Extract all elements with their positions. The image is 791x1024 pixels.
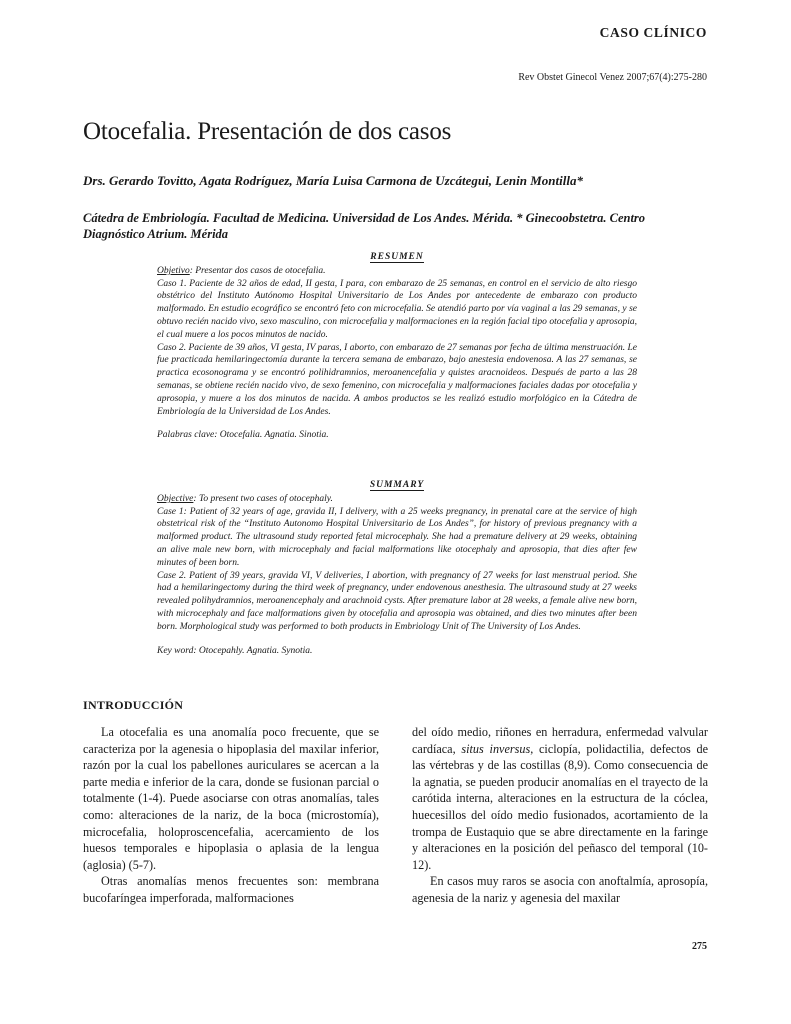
situs-inversus-term: situs inversus — [461, 741, 531, 756]
introduction-heading: INTRODUCCIÓN — [83, 698, 184, 712]
resumen-case-1: Caso 1. Paciente de 32 años de edad, II gesta, I para, con embarazo de 25 semanas, en control en el servicio de alto riesgo obstétrico del Instituto Autónomo Hospital Universitario de Los Andes por antecedente de embarazo con producto malformado. En estudio ecográfico se encontró feto con microcefalia. Se atendió parto por vía vaginal a las 29 semanas, y se obtuvo recién nacido vivo, sexo masculino, con microcefalia y malformaciones en la región facial tipo otocefalia y aprosopia, el cual muere a los pocos minutos de nacido. — [157, 278, 637, 340]
article-authors: Drs. Gerardo Tovitto, Agata Rodríguez, María Luisa Carmona de Uzcátegui, Lenin Montilla* — [83, 173, 583, 188]
resumen-objective-label: Objetivo — [157, 265, 190, 276]
article-title: Otocefalia. Presentación de dos casos — [83, 118, 452, 145]
journal-citation: Rev Obstet Ginecol Venez 2007;67(4):275-280 — [518, 72, 707, 83]
intro-paragraph-3: En casos muy raros se asocia con anoftalmía, aprosopía, agenesia de la nariz y agenesia del maxilar — [412, 874, 708, 905]
summary-case-2: Case 2. Patient of 39 years, gravida VI, V deliveries, I abortion, with pregnancy of 27 weeks for last menstrual period. She had a hemilaringectomy during the third week of pregnancy, under endovenous anesthesia. The ultrasound study at 27 weeks revealed polihydramnios, meroanencephaly and arachnoid cysts. After premature labor at 28 weeks, a female alive new born, with microcephaly and face malformations given by otocefalia and aprosopia was obtained, and dies two minutes after been born. Morphological study was performed to both products in Embriology Unit of The University of Los Andes. — [157, 570, 637, 632]
body-column-right — [412, 724, 708, 907]
intro-paragraph-continued: del oído medio, riñones en herradura, enfermedad valvular cardíaca, situs inversus, ciclopía, polidactilia, defectos de las vértebras y de las costillas (8,9). Como consecuencia de la agnatia, se pueden producir anomalías en el trayecto de la carótida interna, alteraciones en la estructura de la cóclea, huecesillos del oído medio fusionados, acortamiento de la trompa de Eustaquio que se abre directamente en la faringe y alteraciones en la posición del peñasco del temporal (10-12). — [412, 725, 708, 872]
summary-heading: SUMMARY — [369, 480, 425, 490]
article-affiliation: Cátedra de Embriología. Facultad de Medicina. Universidad de Los Andes. Mérida. * Ginecoobstetra. Centro Diagnóstico Atrium. Mérida — [83, 211, 646, 241]
resumen-heading: RESUMEN — [370, 252, 424, 262]
intro-paragraph-1: La otocefalia es una anomalía poco frecuente, que se caracteriza por la agenesia o hipoplasia del maxilar inferior, razón por la cual los pabellones auriculares se acercan a la parte media e inferior de la cara, donde se fusionan parcial o totalmente (1-4). Puede asociarse con otras anomalías, tales como: alteraciones de la nariz, de la boca (microstomía), microcefalia, holoproscencefalia, acercamiento de los huesos temporales e hipoplasia o aplasia de la lengua (aglosia) (5-7). — [83, 725, 379, 872]
summary-keywords: Key word: Otocepahly. Agnatia. Synotia. — [157, 645, 313, 656]
section-label: CASO CLÍNICO — [599, 25, 707, 40]
summary-objective-text: : To present two cases of otocephaly. — [193, 493, 333, 504]
resumen-keywords: Palabras clave: Otocefalia. Agnatia. Sinotia. — [157, 430, 329, 441]
intro-paragraph-2: Otras anomalías menos frecuentes son: membrana bucofaríngea imperforada, malformaciones — [83, 874, 379, 905]
resumen-objective — [157, 265, 637, 278]
summary-case-1: Case 1: Patient of 32 years of age, gravida II, I delivery, with a 25 weeks pregnancy, in prenatal care at the service of high obstetrical risk of the “Instituto Autonomo Hospital Universitario de Los Andes”, for history of previous pregnancy with a malformed product. The ultrasound study reported fetal microcephaly. She had a premature delivery at 29 weeks, obtaining an alive male new born, with microcephaly and facial malformations like otocephaly and aprosopia, that dies after few minutes of been born. — [157, 506, 637, 568]
resumen-objective-text: : Presentar dos casos de otocefalia. — [189, 265, 326, 276]
summary-objective-label: Objective — [157, 493, 194, 504]
body-column-left — [83, 724, 379, 907]
resumen-block — [157, 251, 637, 442]
resumen-case-2: Caso 2. Paciente de 39 años, VI gesta, IV paras, I aborto, con embarazo de 27 semanas por fecha de última menstruación. Le fue practicada hemilaringectomía durante la tercera semana de embarazo, bajo anestesia endovenosa. A las 27 semanas, se practica ecosonograma y se encontró polihidramnios, meroanencefalia y quistes aracnoideos. Después de parto a las 28 semanas, se obtiene recién nacido vivo, de sexo femenino, con microcefalia y malformaciones faciales dadas por otocefalia y aprosopia, y muere a los dos minutos de nacida. A ambos productos se les realizó estudio morfológico en la Cátedra de Embriología de la Universidad de Los Andes. — [157, 342, 637, 417]
page-number: 275 — [692, 941, 707, 952]
summary-block — [157, 479, 637, 657]
summary-objective — [157, 493, 637, 506]
